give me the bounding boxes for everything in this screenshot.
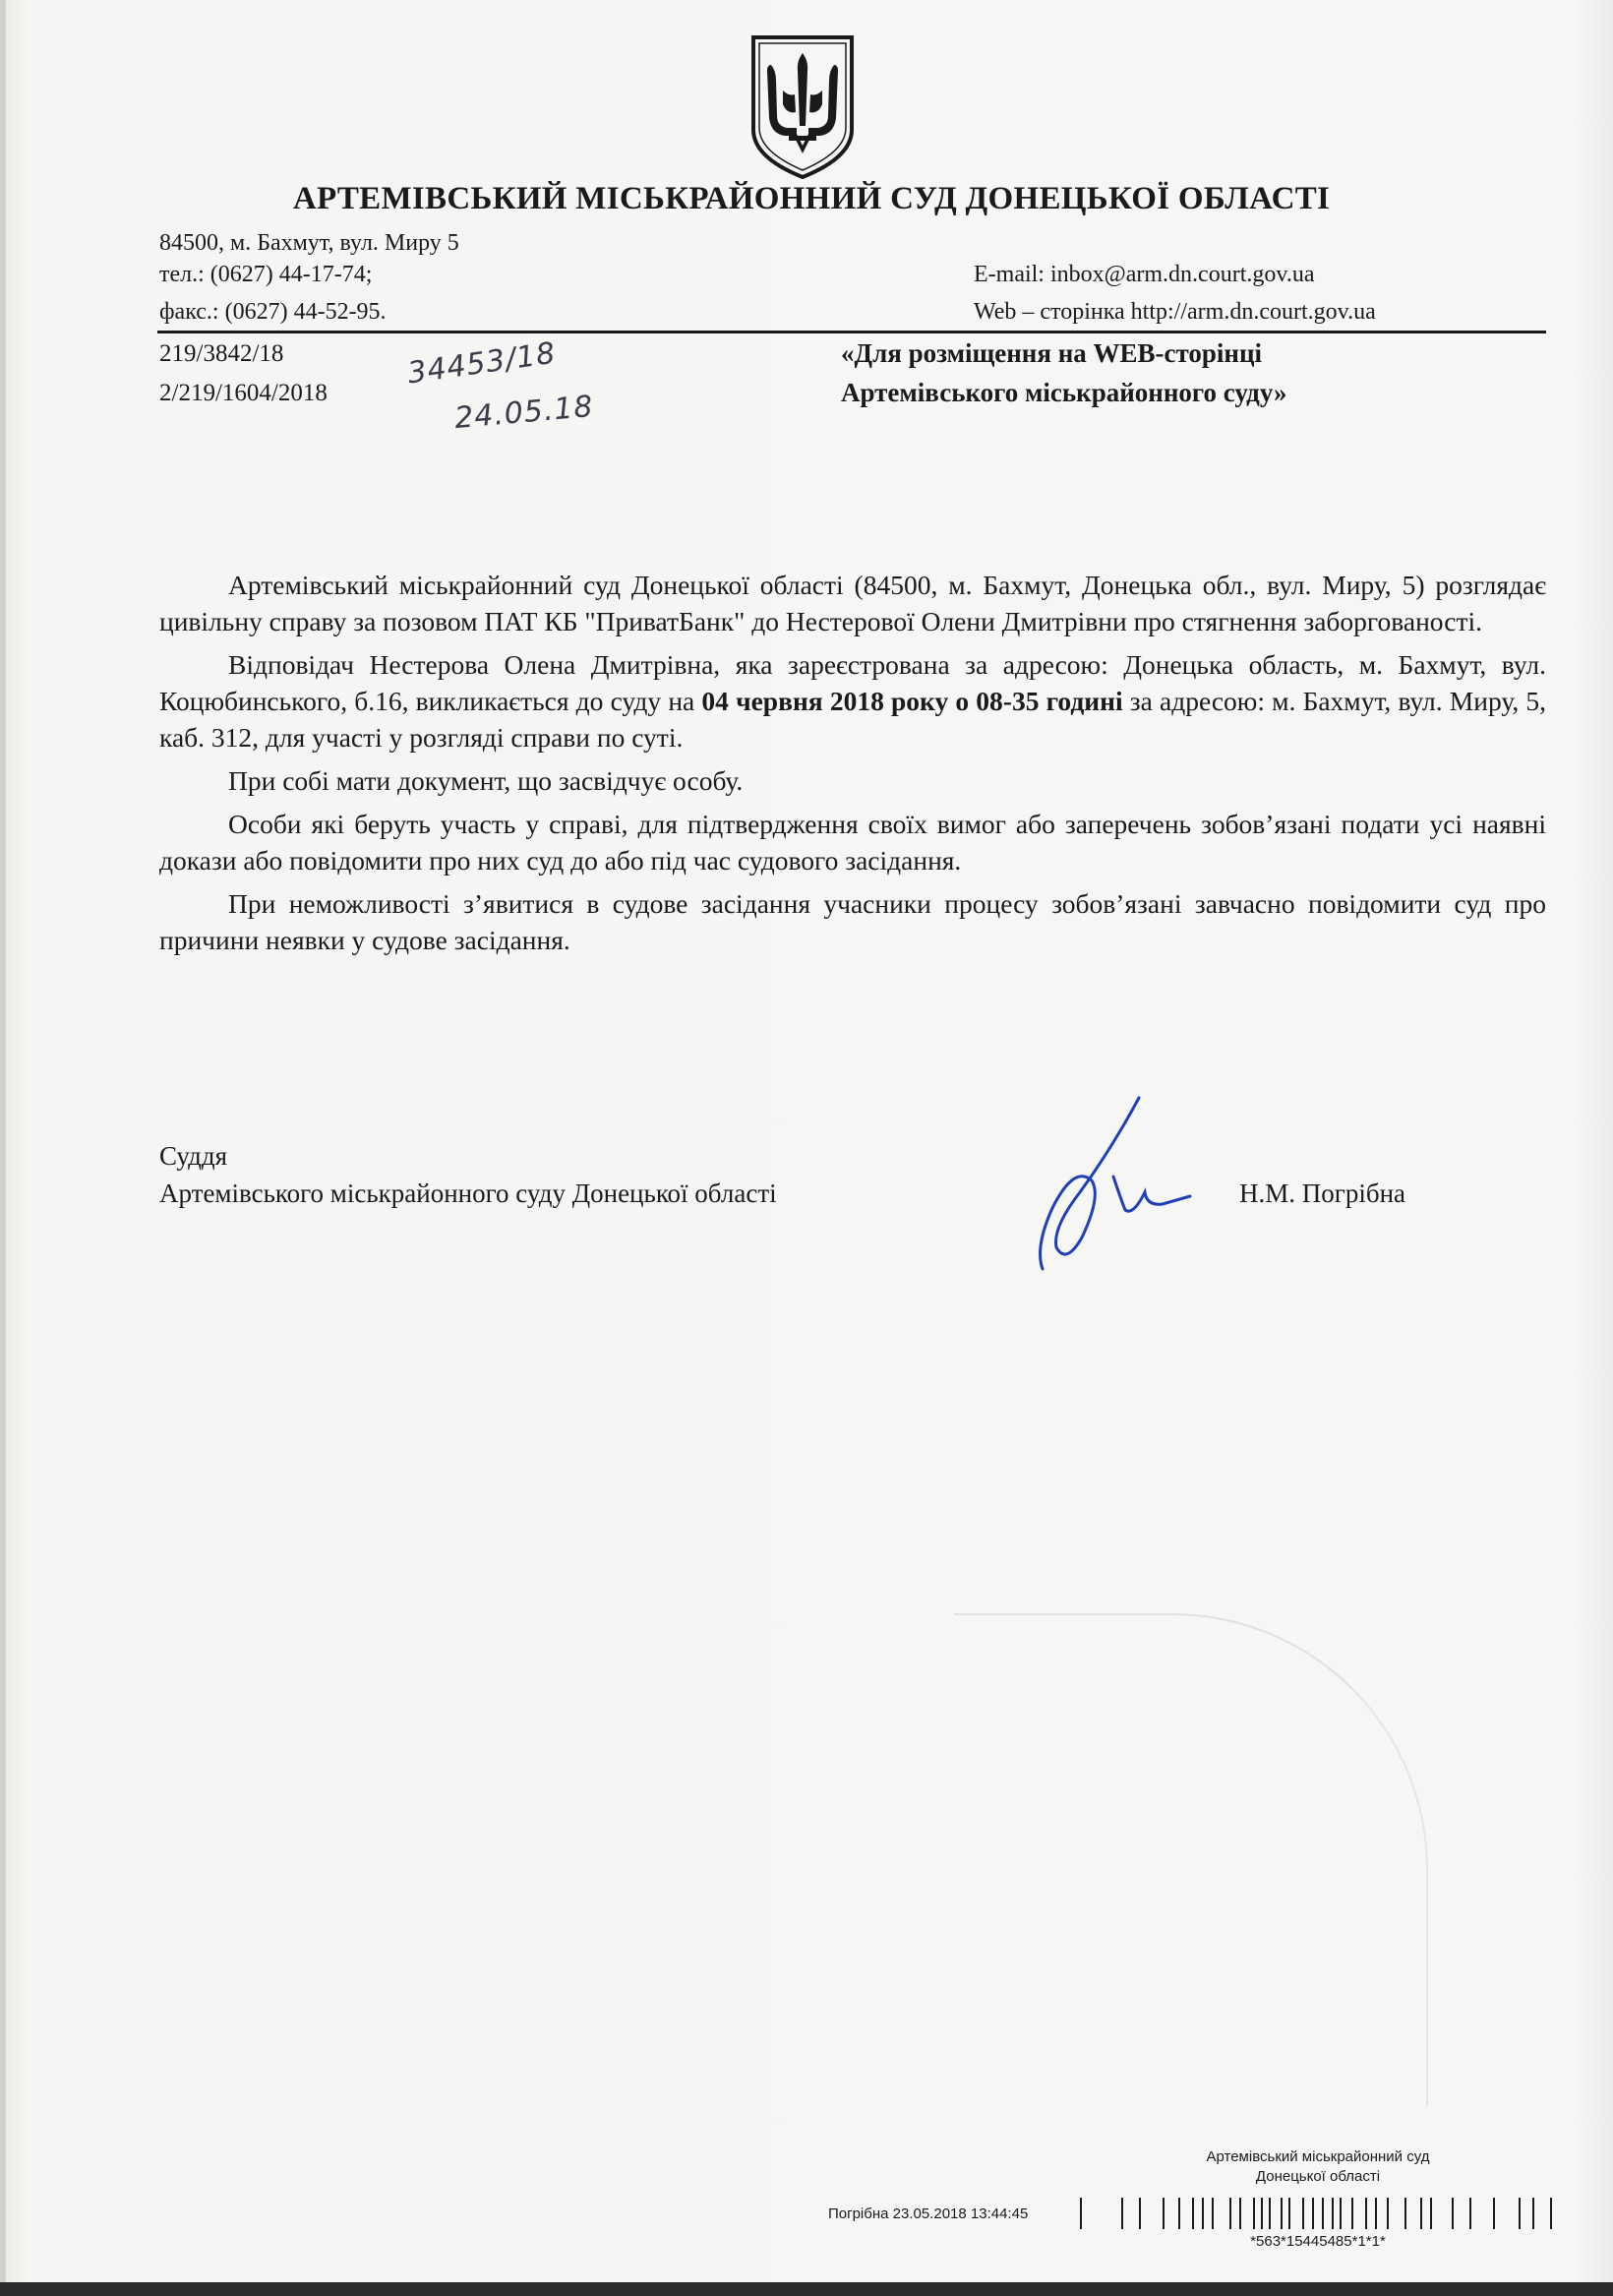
header-divider [157, 331, 1546, 333]
handwritten-registration-number: 34453/18 [405, 335, 559, 392]
coat-of-arms-icon [746, 31, 860, 181]
scan-edge-bottom [0, 2282, 1613, 2296]
proceeding-number: 2/219/1604/2018 [159, 380, 328, 406]
handwritten-registration-date: 24.05.18 [452, 389, 595, 437]
handwritten-signature [1023, 1090, 1220, 1277]
signer-court: Артемівського міськрайонного суду Донецької області [159, 1178, 777, 1208]
court-address: 84500, м. Бахмут, вул. Миру 5 [159, 230, 459, 256]
paragraph-evidence: Особи які беруть участь у справі, для підтвердження своїх вимог або заперечень зобов’язані подати усі наявні докази або повідомити про них суд до або під час судового засідання. [159, 809, 1546, 876]
notice-body [159, 567, 1546, 965]
paper-crease [954, 1613, 1428, 2107]
barcode-number: *563*15445485*1*1* [1250, 2233, 1386, 2250]
hearing-datetime: 04 червня 2018 року о 08-35 годині [701, 686, 1123, 716]
web-publication-note-line1: «Для розміщення на WEB-сторінці [841, 338, 1263, 368]
signer-title: Суддя [159, 1141, 228, 1171]
stamp-court-line2: Донецької області [1255, 2168, 1381, 2185]
court-phone: тел.: (0627) 44-17-74; [159, 262, 373, 287]
e-signature-stamp: Погрібна 23.05.2018 13:44:45 [828, 2205, 1029, 2222]
court-website: Web – сторінка http://arm.dn.court.gov.ua [974, 299, 1376, 325]
judge-name: Н.М. Погрібна [1239, 1178, 1406, 1208]
scan-edge-left [0, 0, 6, 2296]
paragraph-summons: Відповідач Нестерова Олена Дмитрівна, яка зареєстрована за адресою: Донецька область, м. Бахмут, вул. Коцюбинського, б.16, викликається до суду на 04 червня 2018 року о 08-35 годині за адресою: м. Бахмут, вул. Миру, 5, каб. 312, для участі у розгляді справи по суті. [159, 649, 1546, 753]
paragraph-case: Артемівський міськрайонний суд Донецької області (84500, м. Бахмут, Донецька обл., вул. Миру, 5) розглядає цивільну справу за позовом ПАТ КБ "ПриватБанк" до Нестерової Олени Дмитрівни про стягнення заборгованості. [159, 570, 1546, 636]
court-fax: факс.: (0627) 44-52-95. [159, 299, 387, 325]
paragraph-id-document: При собі мати документ, що засвідчує особу. [228, 765, 744, 796]
stamp-court-line1: Артемівський міськрайонний суд [1206, 2148, 1430, 2165]
case-number: 219/3842/18 [159, 340, 284, 367]
court-title: АРТЕМІВСЬКИЙ МІСЬКРАЙОННИЙ СУД ДОНЕЦЬКОЇ ОБЛАСТІ [292, 181, 1331, 216]
barcode [1080, 2196, 1572, 2231]
web-publication-note-line2: Артемівського міськрайонного суду» [841, 378, 1287, 407]
paragraph-absence: При неможливості з’явитися в судове засідання учасники процесу зобов’язані завчасно повідомити суд про причини неявки у судове засідання. [159, 888, 1546, 955]
court-email: E-mail: inbox@arm.dn.court.gov.ua [974, 262, 1315, 287]
